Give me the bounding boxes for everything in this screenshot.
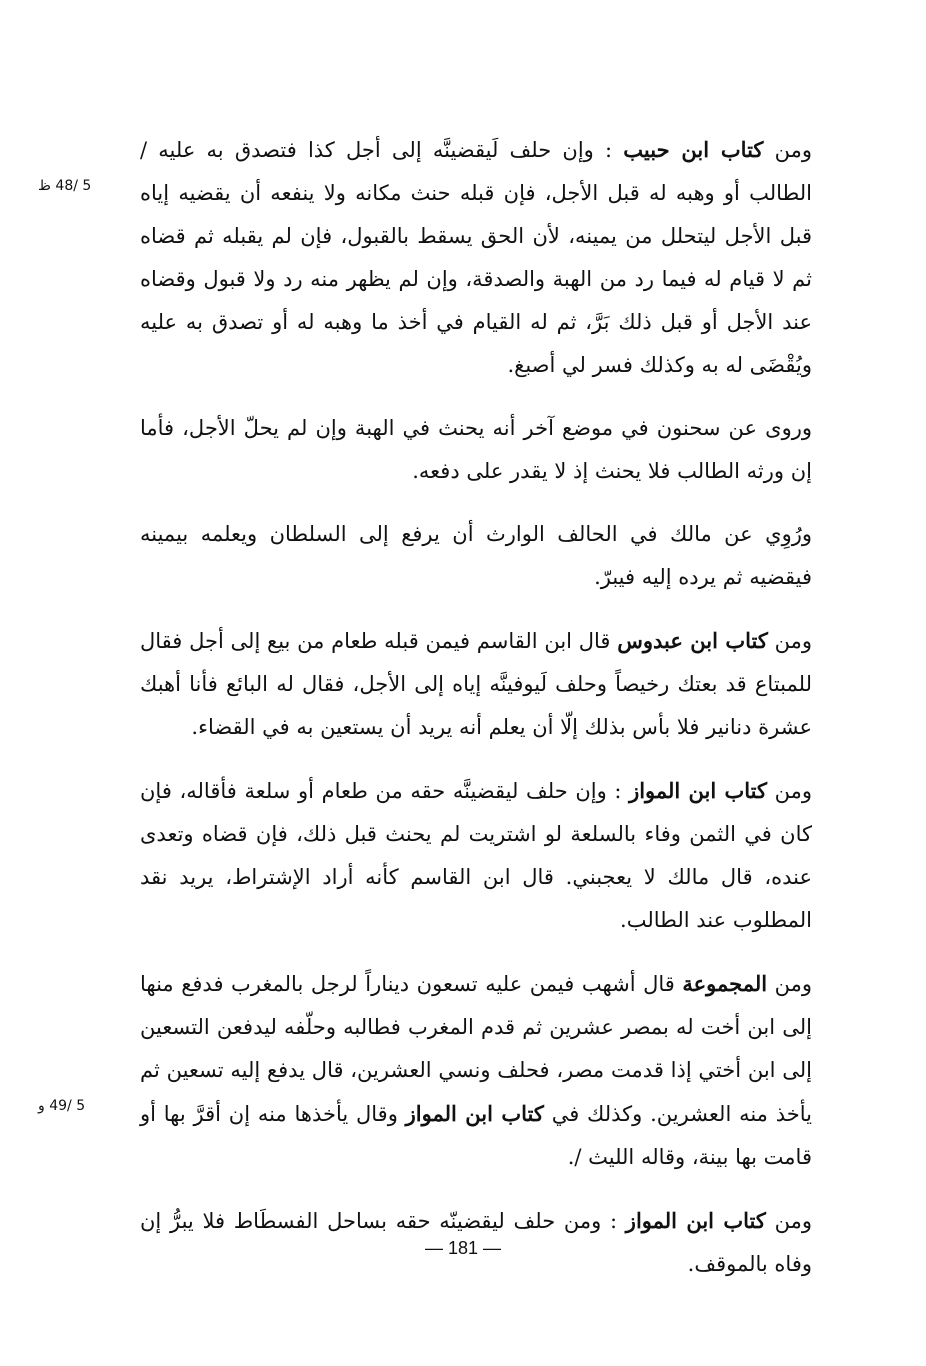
text-run: ومن xyxy=(766,779,812,803)
book-title: كتاب ابن المواز xyxy=(629,778,767,803)
paragraph xyxy=(140,619,812,749)
text-run: ومن xyxy=(767,629,812,653)
text-run: ومن xyxy=(767,972,812,996)
page-number: — 181 — xyxy=(424,1238,502,1258)
text-run: ومن xyxy=(763,138,812,162)
paragraph xyxy=(140,128,812,387)
book-title: كتاب ابن المواز xyxy=(625,1208,766,1233)
paragraph xyxy=(140,513,812,599)
paragraph xyxy=(140,407,812,493)
text-run: قال أشهب فيمن عليه تسعون ديناراً لرجل بالمغرب فدفع منها إلى ابن أخت له بمصر عشرين ثم قدم المغرب فطالبه وحلّفه ليدفعن التسعين إلى ابن أختي إذا قدمت مصر، فحلف ونسي العشرين، قال يدفع إليه تسعين ثم يأخذ منه العشرين. وكذلك في xyxy=(140,972,812,1126)
margin-note-folio: 5 /48 ظ xyxy=(38,178,92,194)
margin-note-folio: 5 /49 و xyxy=(38,1098,86,1114)
text-run: وروى عن سحنون في موضع آخر أنه يحنث في الهبة وإن لم يحلّ الأجل، فأما إن ورثه الطالب فلا يحنث إذ لا يقدر على دفعه. xyxy=(140,416,812,483)
paragraph xyxy=(140,962,812,1179)
text-run: ورُوِي عن مالك في الحالف الوارث أن يرفع إلى السلطان ويعلمه بيمينه فيقضيه ثم يرده إليه فيبرّ. xyxy=(140,522,812,589)
text-run: : وإن حلف ليقضينَّه حقه من طعام أو سلعة فأقاله، فإن كان في الثمن وفاء بالسلعة لو اشتريت لم يحنث قبل ذلك، فإن قضاه وتعدى عنده، قال مالك لا يعجبني. قال ابن القاسم كأنه أراد الإشتراط، يريد نقد المطلوب عند الطالب. xyxy=(140,779,812,932)
main-text-column xyxy=(140,128,812,1306)
book-title: كتاب ابن حبيب xyxy=(623,137,764,162)
text-run: : ومن حلف ليقضينّه حقه بساحل الفسطَاط فلا يبرُّ إن وفاه بالموقف. xyxy=(140,1209,812,1276)
book-title: كتاب ابن عبدوس xyxy=(617,628,768,653)
text-run: قال ابن القاسم فيمن قبله طعام من بيع إلى أجل فقال للمبتاع قد بعتك رخيصاً وحلف لَيوفينَّه إياه إلى الأجل، فقال له البائع فأنا أهبك عشرة دنانير فلا بأس بذلك إلّا أن يعلم أنه يريد أن يستعين به في القضاء. xyxy=(140,629,812,739)
text-run: ومن xyxy=(765,1209,812,1233)
text-run: : وإن حلف لَيقضينَّه إلى أجل كذا فتصدق به عليه / الطالب أو وهبه له قبل الأجل، فإن قبله حنث مكانه ولا ينفعه أن يقضيه إياه قبل الأجل ليتحلل من يمينه، لأن الحق يسقط بالقبول، فإن لم يقبله ثم قضاه ثم لا قيام له فيما رد من الهبة والصدقة، وإن لم يظهر منه رد ولا قبول وقضاه عند الأجل أو قبل ذلك بَرَّ، ثم له القيام في أخذ ما وهبه له أو تصدق به عليه ويُقْضَى له به وكذلك فسر لي أصبغ. xyxy=(140,138,812,377)
text-run: وقال يأخذها منه إن أقرَّ بها أو قامت بها بينة، وقاله الليث /. xyxy=(140,1102,812,1169)
paragraph xyxy=(140,769,812,942)
book-title: المجموعة xyxy=(682,971,768,996)
book-title: كتاب ابن المواز xyxy=(405,1101,544,1126)
